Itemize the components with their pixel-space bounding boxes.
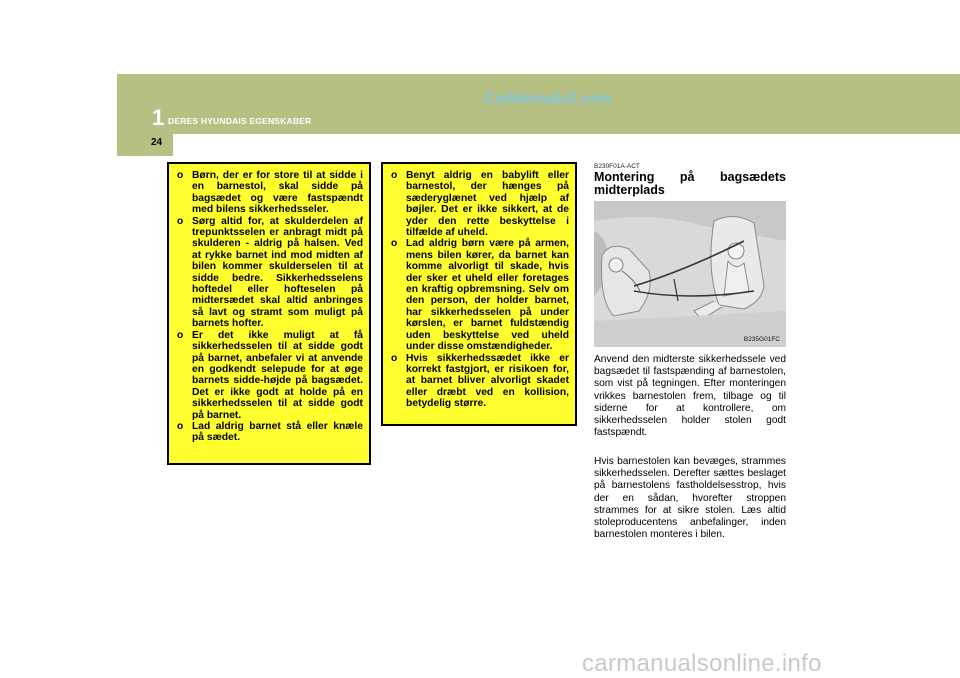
bullet: o	[391, 238, 398, 250]
bullet: o	[391, 352, 398, 364]
bullet: o	[391, 170, 398, 181]
warning-item: o Børn, der er for store til at sidde i en barnestol, skal sidde på bagsædet og være fastspændt med bilens sikkerhedsseler.	[177, 170, 363, 216]
warning-box-middle	[381, 162, 577, 426]
warning-item: o Hvis sikkerhedssædet ikke er korrekt fastgjort, er risikoen for, at barnet bliver alvorligt skadet eller dræbt ved en kollision, betydelig større.	[391, 352, 569, 410]
bullet: o	[177, 170, 184, 181]
child-seat-illustration	[594, 201, 786, 347]
warning-item: o Er det ikke muligt at få sikkerhedsselen til at sidde godt på barnet, anbefaler vi at anvende en godkendt selepude for at øge barnets sidde-højde på bagsædet. Det er ikke godt at holde på en sikkerhedsselen til at sidde godt på barnet.	[177, 329, 363, 421]
page-number: 24	[151, 137, 163, 148]
carmanuals2-watermark: CarManuals2.com	[484, 90, 613, 107]
child-seat-drawing	[594, 201, 786, 347]
bullet: o	[177, 420, 184, 432]
warning-box-left	[167, 162, 371, 465]
warning-item: o Lad aldrig barnet stå eller knæle på sædet.	[177, 420, 363, 444]
section-title: Montering på bagsædets midterplads	[594, 170, 786, 197]
section-code: B230F01A-ACT	[594, 163, 640, 170]
chapter-title: DERES HYUNDAIS EGENSKABER	[168, 116, 312, 126]
warning-item: o Sørg altid for, at skulderdelen af trepunktsselen er anbragt midt på skulderen - aldrig på halsen. Ved at rykke barnet ind mod midten af bilen kommer skulderselen til at sidde bedre. Sikkerhedsselens hoftedel eller hofteselen på midtersædet skal altid anbringes så lavt og stramt som muligt på barnets hofter.	[177, 215, 363, 330]
figure-code: B235G01FC	[743, 336, 780, 343]
body-paragraph-1: Anvend den midterste sikkerhedssele ved bagsædet til fastspænding af barnestolen, som vist på tegningen. Efter monteringen vrikkes barnestolen frem, tilbage og til siderne for at kontrollere, om sikkerhedsselen holder stolen godt fastspændt.	[594, 354, 786, 439]
warning-item: o Benyt aldrig en babylift eller barnestol, der hænges på sæderyglænet ved hjælp af bøjler. Det er ikke sikkert, at de yder den rette beskyttelse i tilfælde af uheld.	[391, 170, 569, 239]
body-paragraph-2: Hvis barnestolen kan bevæges, strammes sikkerhedsselen. Derefter sættes beslaget på barnestolens fastholdelsesstrop, hvis der en sådan, hvorefter stroppen strammes for at sikre stolen. Læs altid stoleproducentens anbefalinger, inden barnestolen monteres i bilen.	[594, 456, 786, 541]
footer-watermark: carmanualsonline.info	[582, 650, 822, 677]
bullet: o	[177, 215, 184, 227]
bullet: o	[177, 329, 184, 341]
chapter-number: 1	[152, 105, 165, 130]
page-number-tab	[117, 134, 173, 156]
warning-item: o Lad aldrig børn være på armen, mens bilen kører, da barnet kan komme alvorligt til skade, hvis der sker et uheld eller foretages en kraftig opbremsning. Selv om den person, der holder barnet, har sikkerhedsselen på under kørslen, er barnet fuldstændig uden beskyttelse ved uheld under disse omstændigheder.	[391, 238, 569, 353]
